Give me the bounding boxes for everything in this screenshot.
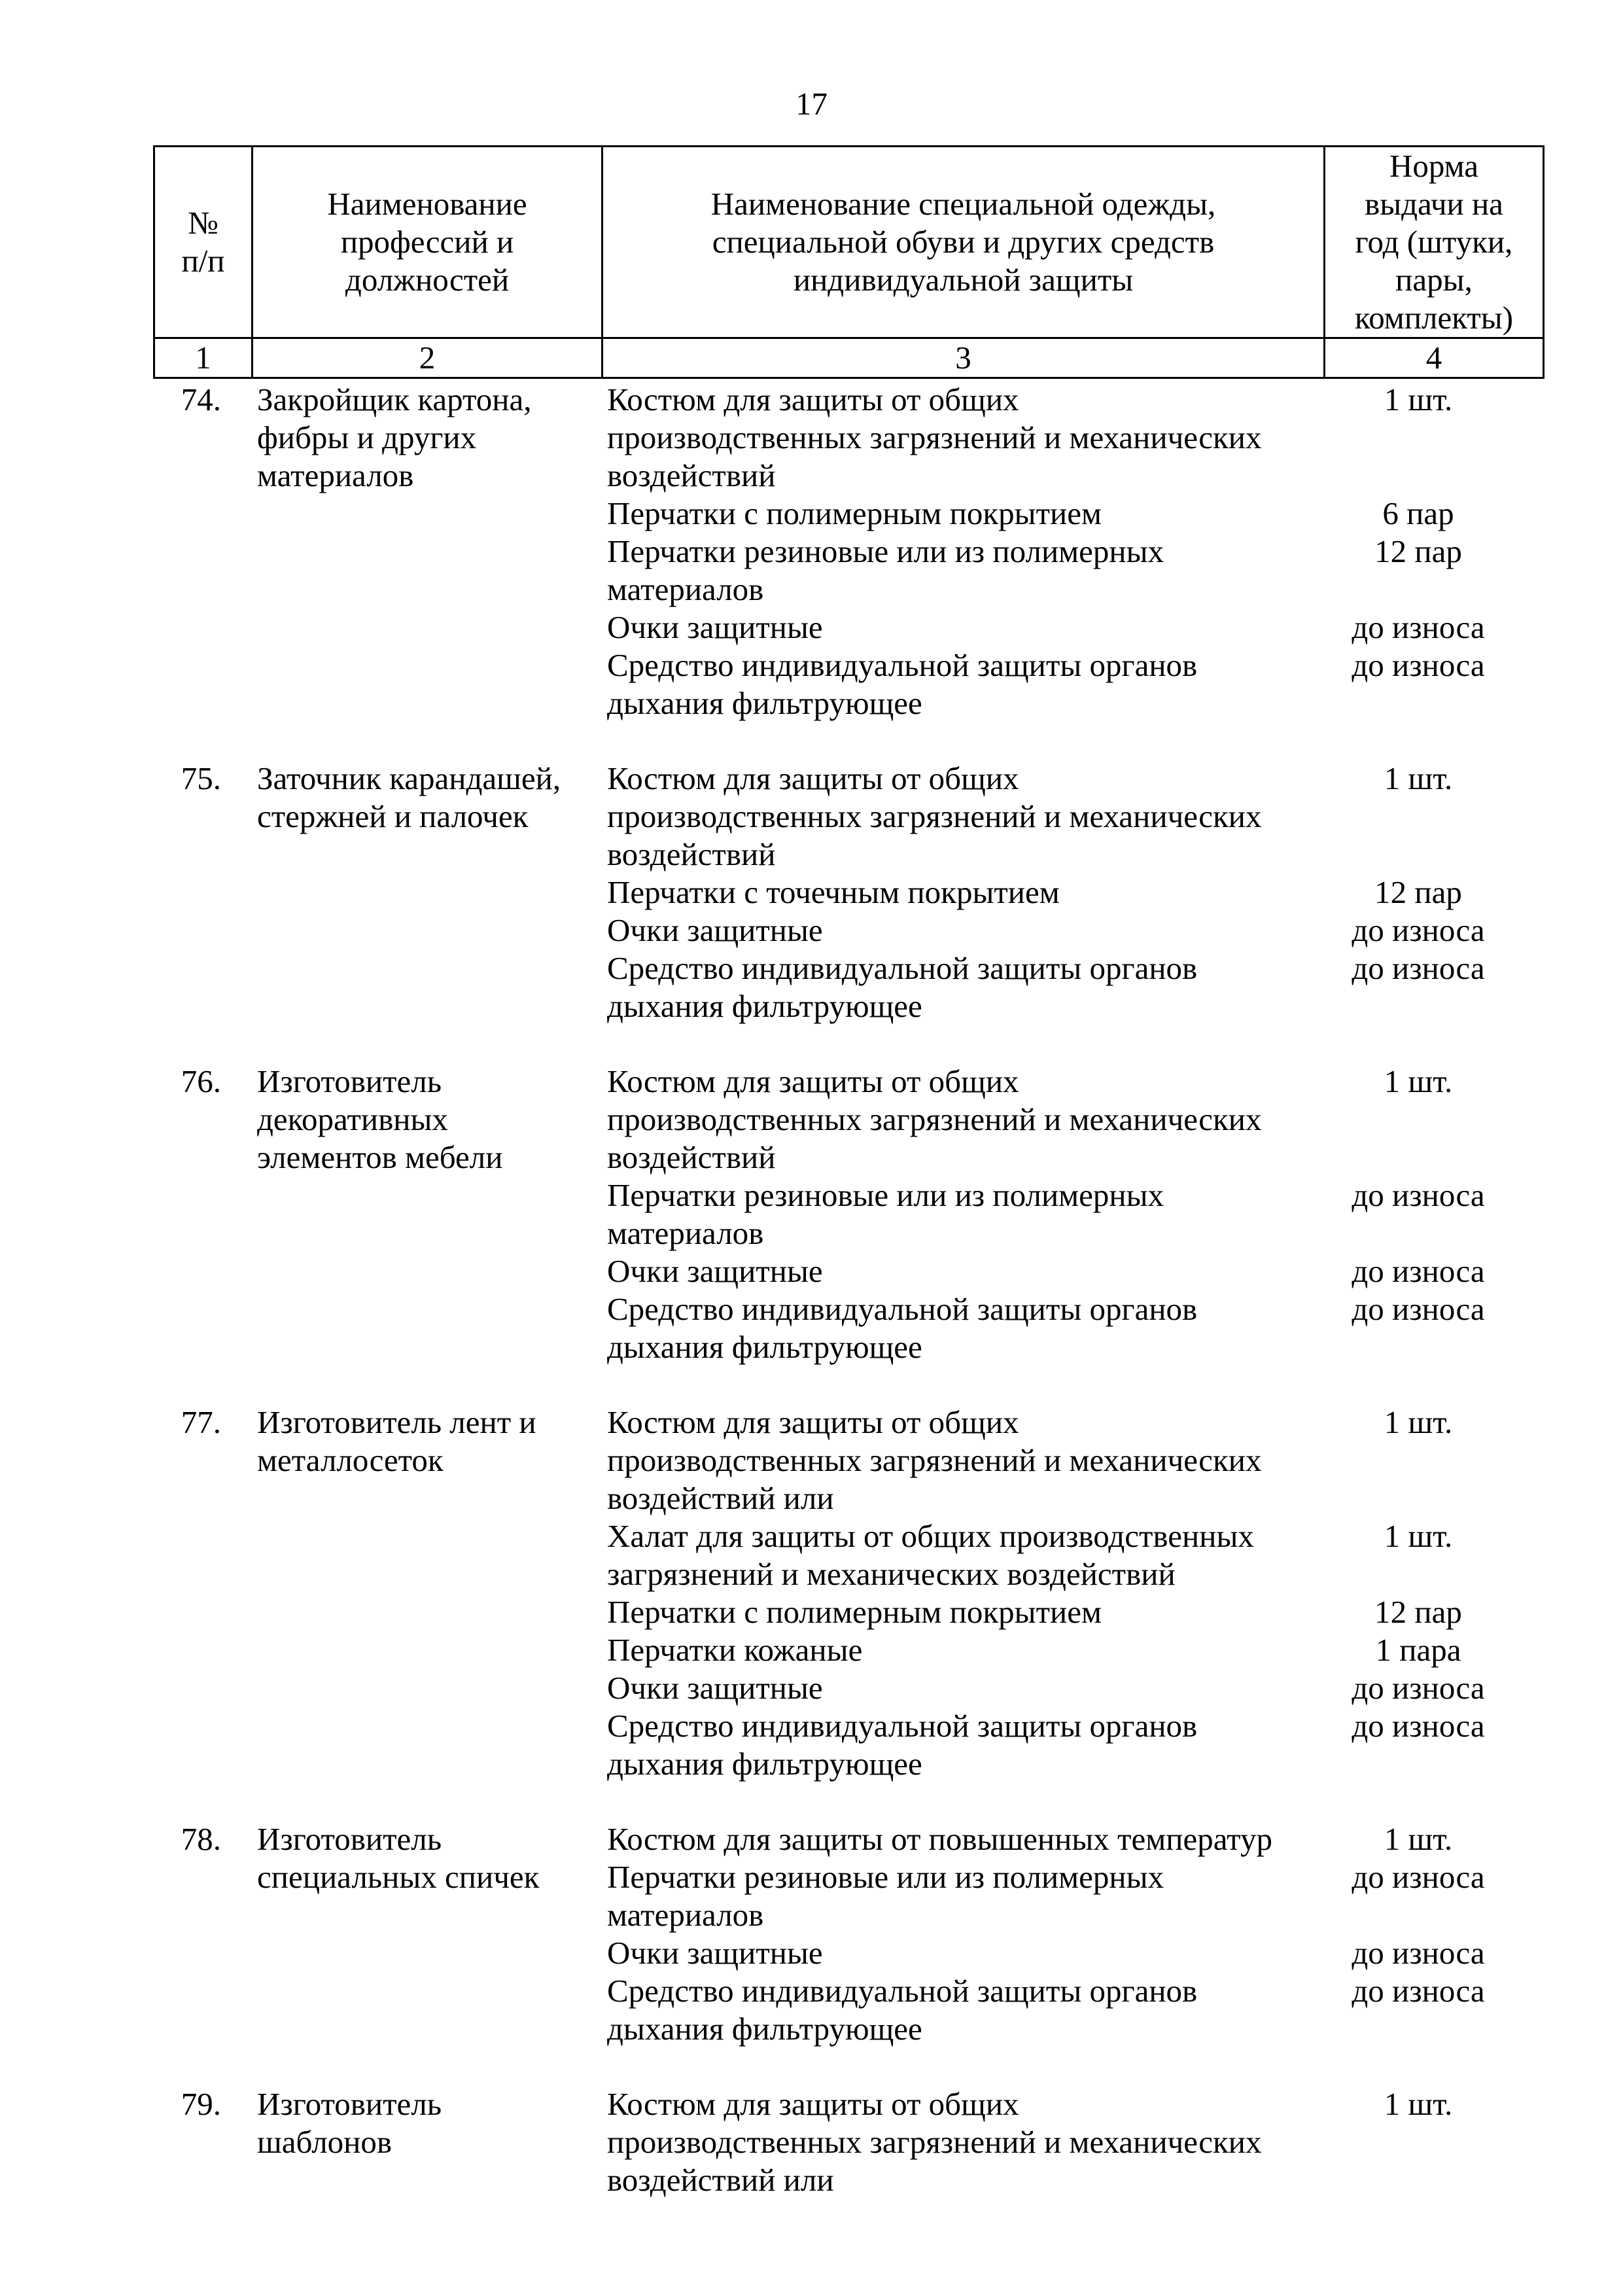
equipment-item [607, 1593, 1556, 1631]
equipment-item [607, 1707, 1556, 1783]
profession-line: Изготовитель [257, 2086, 442, 2122]
header-text-line: выдачи на [1365, 186, 1503, 222]
header-row [154, 147, 1544, 338]
column-number: 1 [154, 338, 253, 378]
equipment-name-line: Очки защитные [607, 1935, 823, 1971]
equipment-item [607, 1517, 1556, 1593]
equipment-name [607, 1176, 1314, 1252]
equipment-name [607, 874, 1314, 911]
equipment-name [607, 760, 1314, 874]
issue-norm: до износа [1352, 1670, 1485, 1706]
equipment-list [607, 381, 1556, 722]
equipment-name [607, 1290, 1314, 1366]
equipment-name-line: Костюм для защиты от общих [607, 381, 1019, 417]
equipment-name-line: Перчатки резиновые или из полимерных [607, 1859, 1164, 1895]
entry-row [0, 1820, 1623, 2048]
equipment-name [607, 533, 1314, 609]
equipment-name-line: Костюм для защиты от общих [607, 1063, 1019, 1099]
equipment-name-line: дыхания фильтрующее [607, 988, 922, 1024]
issue-norm: 12 пар [1374, 874, 1462, 910]
header-col-profession [253, 147, 602, 338]
equipment-name-line: Очки защитные [607, 1670, 823, 1706]
equipment-name [607, 495, 1314, 533]
issue-norm: 12 пар [1374, 1594, 1462, 1630]
profession-line: специальных спичек [257, 1859, 540, 1895]
equipment-name-line: Очки защитные [607, 912, 823, 948]
equipment-name [607, 1593, 1314, 1631]
equipment-name-line: Костюм для защиты от общих [607, 760, 1019, 796]
equipment-name [607, 1631, 1314, 1669]
profession-line: металлосеток [257, 1442, 444, 1478]
equipment-name-line: Средство индивидуальной защиты органов [607, 647, 1198, 683]
issue-norm: 1 шт. [1384, 1821, 1453, 1857]
equipment-item [607, 1669, 1556, 1707]
equipment-name-line: Перчатки резиновые или из полимерных [607, 533, 1164, 569]
entry-number: 74. [181, 381, 221, 417]
equipment-name-line: материалов [607, 1897, 764, 1933]
equipment-name-line: производственных загрязнений и механических [607, 2124, 1262, 2160]
profession-name [257, 1063, 607, 1176]
header-text-line: должностей [345, 262, 510, 298]
equipment-name-line: материалов [607, 571, 764, 607]
entry-row [0, 1063, 1623, 1366]
entries-list [0, 381, 1623, 2199]
equipment-list [607, 2085, 1556, 2199]
header-col-norm [1325, 147, 1544, 338]
profession-name [257, 381, 607, 495]
entry-number: 79. [181, 2086, 221, 2122]
header-text-line: год (штуки, [1355, 224, 1513, 260]
equipment-name-line: воздействий или [607, 2162, 834, 2198]
equipment-item [607, 1934, 1556, 1972]
profession-line: Изготовитель [257, 1821, 442, 1857]
equipment-name-line: Костюм для защиты от общих [607, 2086, 1019, 2122]
page-number: 17 [795, 86, 828, 122]
profession-line: Изготовитель лент и [257, 1404, 536, 1440]
equipment-name-line: воздействий [607, 457, 776, 493]
equipment-list [607, 760, 1556, 1025]
equipment-name [607, 2085, 1314, 2199]
profession-line: Изготовитель [257, 1063, 442, 1099]
issue-norm: 6 пар [1382, 495, 1454, 531]
equipment-name-line: производственных загрязнений и механических [607, 798, 1262, 834]
equipment-name-line: Очки защитные [607, 1253, 823, 1289]
equipment-name [607, 609, 1314, 646]
entry-row [0, 760, 1623, 1025]
issue-norm: до износа [1352, 609, 1485, 645]
equipment-name [607, 1517, 1314, 1593]
issue-norm: 1 шт. [1384, 1518, 1453, 1554]
equipment-name [607, 949, 1314, 1025]
equipment-item [607, 1631, 1556, 1669]
equipment-item [607, 1858, 1556, 1934]
equipment-name-line: производственных загрязнений и механических [607, 419, 1262, 455]
header-text-line: Наименование специальной одежды, [710, 186, 1216, 222]
equipment-name-line: Костюм для защиты от общих [607, 1404, 1019, 1440]
equipment-name [607, 1063, 1314, 1176]
equipment-name-line: Средство индивидуальной защиты органов [607, 1973, 1198, 2009]
equipment-name-line: производственных загрязнений и механических [607, 1101, 1262, 1137]
issue-norm: 1 пара [1375, 1632, 1461, 1668]
equipment-list [607, 1063, 1556, 1366]
header-text-line: профессий и [340, 224, 514, 260]
equipment-item [607, 609, 1556, 646]
equipment-name [607, 381, 1314, 495]
equipment-name-line: воздействий [607, 1139, 776, 1175]
header-col-equipment [602, 147, 1325, 338]
entry-row [0, 2085, 1623, 2199]
equipment-name-line: Перчатки с точечным покрытием [607, 874, 1060, 910]
issue-norm: до износа [1352, 950, 1485, 986]
equipment-item [607, 381, 1556, 495]
profession-name [257, 2085, 607, 2161]
profession-name [257, 760, 607, 836]
equipment-item [607, 1176, 1556, 1252]
equipment-item [607, 2085, 1556, 2199]
issue-norm: до износа [1352, 1253, 1485, 1289]
issue-norm: до износа [1352, 1935, 1485, 1971]
equipment-item [607, 1972, 1556, 2048]
equipment-item [607, 911, 1556, 949]
equipment-item [607, 1404, 1556, 1517]
profession-line: шаблонов [257, 2124, 393, 2160]
equipment-item [607, 646, 1556, 722]
equipment-name-line: Средство индивидуальной защиты органов [607, 950, 1198, 986]
entry-number: 77. [181, 1404, 221, 1440]
equipment-name-line: воздействий или [607, 1480, 834, 1516]
equipment-item [607, 495, 1556, 533]
profession-line: стержней и палочек [257, 798, 529, 834]
equipment-name [607, 1669, 1314, 1707]
equipment-name-line: производственных загрязнений и механических [607, 1442, 1262, 1478]
equipment-name-line: загрязнений и механических воздействий [607, 1556, 1176, 1592]
entry-row [0, 381, 1623, 722]
issue-norm: до износа [1352, 912, 1485, 948]
header-text-line: специальной обуви и других средств [712, 224, 1215, 260]
equipment-name-line: Халат для защиты от общих производственных [607, 1518, 1254, 1554]
equipment-item [607, 1290, 1556, 1366]
header-text-line: п/п [181, 243, 225, 279]
entry-number: 78. [181, 1821, 221, 1857]
issue-norm: до износа [1352, 1859, 1485, 1895]
profession-name [257, 1820, 607, 1896]
profession-line: фибры и других [257, 419, 477, 455]
issue-norm: 1 шт. [1384, 2086, 1453, 2122]
header-text-line: пары, [1395, 262, 1473, 298]
equipment-name-line: Перчатки резиновые или из полимерных [607, 1177, 1164, 1213]
header-text-line: индивидуальной защиты [793, 262, 1134, 298]
equipment-item [607, 760, 1556, 874]
equipment-name [607, 1858, 1314, 1934]
equipment-name-line: Перчатки с полимерным покрытием [607, 1594, 1102, 1630]
profession-line: элементов мебели [257, 1139, 503, 1175]
table-header [153, 145, 1544, 379]
equipment-name [607, 1404, 1314, 1517]
issue-norm: до износа [1352, 1708, 1485, 1744]
entry-number: 75. [181, 760, 221, 796]
issue-norm: 1 шт. [1384, 760, 1453, 796]
issue-norm: 1 шт. [1384, 1404, 1453, 1440]
column-number: 4 [1325, 338, 1544, 378]
column-number: 3 [602, 338, 1325, 378]
equipment-name-line: дыхания фильтрующее [607, 1746, 922, 1782]
equipment-name-line: дыхания фильтрующее [607, 2011, 922, 2047]
issue-norm: 1 шт. [1384, 1063, 1453, 1099]
issue-norm: до износа [1352, 647, 1485, 683]
column-number: 2 [253, 338, 602, 378]
equipment-name [607, 1934, 1314, 1972]
equipment-name [607, 1707, 1314, 1783]
equipment-item [607, 949, 1556, 1025]
header-text-line: Наименование [327, 186, 527, 222]
profession-name [257, 1404, 607, 1479]
equipment-name-line: дыхания фильтрующее [607, 685, 922, 721]
header-text-line: комплекты) [1354, 300, 1514, 336]
header-text-line: № [188, 205, 218, 241]
equipment-name-line: материалов [607, 1215, 764, 1251]
equipment-name-line: Средство индивидуальной защиты органов [607, 1708, 1198, 1744]
issue-norm: до износа [1352, 1291, 1485, 1327]
profession-line: материалов [257, 457, 414, 493]
issue-norm: до износа [1352, 1177, 1485, 1213]
issue-norm: до износа [1352, 1973, 1485, 2009]
equipment-list [607, 1820, 1556, 2048]
column-number-row [154, 338, 1544, 378]
header-text-line: Норма [1389, 148, 1479, 184]
issue-norm: 1 шт. [1384, 381, 1453, 417]
entry-row [0, 1404, 1623, 1783]
equipment-item [607, 1252, 1556, 1290]
profession-line: декоративных [257, 1101, 448, 1137]
equipment-name [607, 646, 1314, 722]
equipment-item [607, 1063, 1556, 1176]
equipment-name-line: Очки защитные [607, 609, 823, 645]
header-col-number [154, 147, 253, 338]
equipment-name [607, 1252, 1314, 1290]
entry-number: 76. [181, 1063, 221, 1099]
equipment-name-line: Перчатки с полимерным покрытием [607, 495, 1102, 531]
equipment-item [607, 874, 1556, 911]
equipment-item [607, 533, 1556, 609]
equipment-name-line: Перчатки кожаные [607, 1632, 863, 1668]
equipment-name-line: дыхания фильтрующее [607, 1329, 922, 1365]
equipment-name [607, 1820, 1314, 1858]
equipment-item [607, 1820, 1556, 1858]
equipment-name-line: воздействий [607, 836, 776, 872]
equipment-name [607, 911, 1314, 949]
profession-line: Заточник карандашей, [257, 760, 561, 796]
issue-norm: 12 пар [1374, 533, 1462, 569]
equipment-list [607, 1404, 1556, 1783]
equipment-name-line: Костюм для защиты от повышенных температур [607, 1821, 1272, 1857]
profession-line: Закройщик картона, [257, 381, 532, 417]
equipment-name-line: Средство индивидуальной защиты органов [607, 1291, 1198, 1327]
equipment-name [607, 1972, 1314, 2048]
